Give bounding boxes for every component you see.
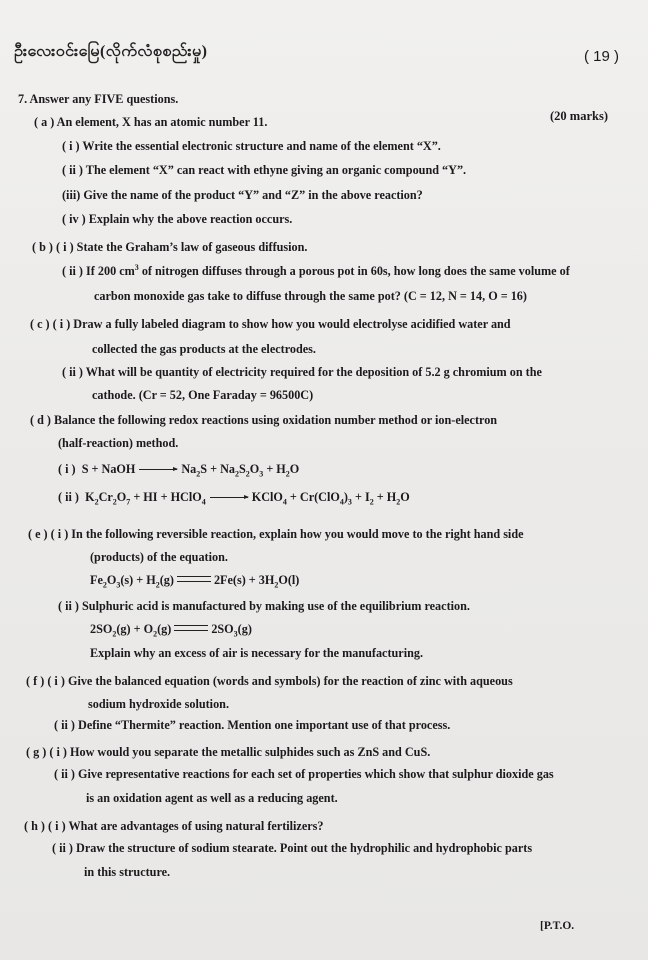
part-e-ii: ( ii ) Sulphuric acid is manufactured by making use of the equilibrium reaction. [58, 599, 470, 613]
question-marks: (20 marks) [550, 109, 608, 123]
part-e-i-equation: $Fe_2O_3(s) + H_2(g) 2Fe(s) + 3H_2O(l)$ [90, 573, 300, 590]
part-d: ( d ) Balance the following redox reactions using oxidation number method or ion-electron [30, 413, 498, 427]
part-h-ii: ( ii ) Draw the structure of sodium stearate. Point out the hydrophilic and hydrophobic parts [52, 841, 533, 855]
question-heading: 7. Answer any FIVE questions. [18, 92, 179, 106]
part-b-i: ( b ) ( i ) State the Graham’s law of gaseous diffusion. [32, 240, 308, 254]
part-c-i: ( c ) ( i ) Draw a fully labeled diagram to show how you would electrolyse acidified water and [30, 317, 511, 331]
part-g-ii: ( ii ) Give representative reactions for each set of properties which show that sulphur dioxide gas [54, 767, 554, 781]
part-d-i-equation: ( i ) S + NaOH $Na_2S + Na_2S_2O_3 + H_2O$ [58, 462, 300, 479]
part-a-ii: ( ii ) The element “X” can react with ethyne giving an organic compound “Y”. [62, 163, 467, 177]
part-e-ii-equation: $2SO_2(g) + O_2(g)$ $2SO_3(g)$ [90, 622, 252, 639]
part-b-ii: ( ii ) If 200 $cm^3$ of nitrogen diffuses through a porous pot in 60s, how long does the same volume of [62, 262, 570, 278]
part-f-ii: ( ii ) Define “Thermite” reaction. Mention one important use of that process. [54, 718, 451, 732]
part-e-i: ( e ) ( i ) In the following reversible reaction, explain how you would move to the right hand side [28, 527, 524, 541]
part-c-ii-cont: cathode. (Cr = 52, One Faraday = 96500C) [92, 388, 314, 402]
part-h-ii-cont: in this structure. [84, 865, 171, 879]
part-a-i: ( i ) Write the essential electronic structure and name of the element “X”. [62, 139, 441, 153]
part-e-ii-cont: Explain why an excess of air is necessary for the manufacturing. [90, 646, 424, 660]
part-f-i: ( f ) ( i ) Give the balanced equation (words and symbols) for the reaction of zinc with aqueous [26, 674, 513, 688]
part-a-intro: ( a ) An element, X has an atomic number 11. [34, 115, 268, 129]
part-g-i: ( g ) ( i ) How would you separate the metallic sulphides such as ZnS and CuS. [26, 745, 431, 759]
part-c-i-cont: collected the gas products at the electrodes. [92, 342, 316, 356]
part-f-i-cont: sodium hydroxide solution. [88, 697, 229, 711]
part-c-ii: ( ii ) What will be quantity of electricity required for the deposition of 5.2 g chromium on the [62, 365, 542, 379]
part-e-i-cont: (products) of the equation. [90, 550, 228, 564]
header-title: ဦးလေးဝင်းမြေ(လိုက်လံစုစည်းမှု) [14, 43, 208, 60]
part-a-iii: (iii) Give the name of the product “Y” and “Z” in the above reaction? [62, 188, 423, 202]
please-turn-over: [P.T.O. [540, 920, 575, 932]
part-b-ii-cont: carbon monoxide gas take to diffuse through the same pot? (C = 12, N = 14, O = 16) [94, 289, 527, 303]
part-d-ii-equation: ( ii ) $K_2Cr_2O_7$ + HI + HClO$_4$ KClO$_4$ + $Cr(ClO_4)_3 + I_2 + H_2O$ [58, 490, 410, 507]
page-number: ( 19 ) [584, 48, 620, 65]
part-d-cont: (half-reaction) method. [58, 436, 179, 450]
part-a-iv: ( iv ) Explain why the above reaction occurs. [62, 212, 293, 226]
part-h-i: ( h ) ( i ) What are advantages of using natural fertilizers? [24, 819, 324, 833]
part-g-ii-cont: is an oxidation agent as well as a reducing agent. [86, 791, 338, 805]
